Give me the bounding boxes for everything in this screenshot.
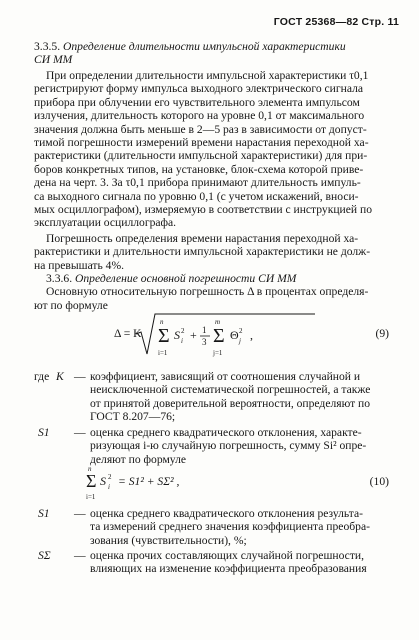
svg-text:i=1: i=1	[86, 493, 96, 501]
svg-text:Σ: Σ	[158, 325, 170, 347]
text-line: са выходного сигнала по уровню 0,1 (с учетом искажений, вноси-	[34, 189, 359, 203]
text-line: При определении длительности импульсной характеристики τ0,1	[46, 69, 369, 82]
text-line: ют по формуле	[34, 298, 108, 312]
definition-symbol: S1	[38, 507, 50, 520]
definition-symbol: K	[56, 370, 64, 383]
svg-text:3: 3	[202, 337, 207, 347]
definition-k: где K — коэффициент, зависящий от соотношения случайной и неисключенной систематической погрешностей, а также от принятой доверительной вероятности, определяют по ГОСТ 8.207—76;	[34, 370, 394, 426]
text-line: на превышать 4%.	[34, 258, 125, 272]
svg-text:m: m	[215, 318, 221, 326]
section-number: 3.3.5.	[34, 40, 61, 53]
svg-text:S: S	[174, 328, 180, 342]
running-head: ГОСТ 25368—82 Стр. 11	[273, 16, 399, 28]
text-line: значения должна быть меньше в 2—5 раз в зависимости от допуст-	[34, 122, 367, 136]
svg-text:n: n	[160, 318, 164, 326]
definition-symbol: SΣ	[38, 549, 51, 562]
text-line: тимой погрешности измерений времени нарастания переходной ха-	[34, 136, 369, 150]
text-line: деляют по формуле	[90, 452, 187, 466]
svg-text:S: S	[100, 474, 106, 488]
section-title-cont: СИ ММ	[34, 53, 73, 67]
svg-text:2: 2	[108, 473, 112, 481]
svg-text:1: 1	[202, 325, 207, 335]
svg-text:Σ: Σ	[86, 471, 97, 491]
section-title: Определение длительности импульсной характеристики	[63, 40, 346, 53]
text-line: та измерений среднего значения коэффициента преобра-	[90, 520, 370, 534]
text-line: Основную относительную погрешность Δ в процентах определя-	[46, 285, 369, 299]
svg-text:,: ,	[250, 328, 253, 342]
text-line: влияющих на изменение коэффициента преобразования	[90, 562, 367, 576]
text-line: оценка прочих составляющих случайной погрешности,	[90, 549, 364, 562]
svg-text:Θ: Θ	[230, 328, 239, 342]
svg-text:i=1: i=1	[158, 349, 168, 357]
svg-text:i: i	[181, 337, 183, 345]
svg-text:2: 2	[181, 327, 185, 335]
text-line: прибора при облучении его чувствительного элемента импульсом	[34, 95, 360, 109]
text-line: эксплуатации осциллографа.	[34, 216, 177, 230]
formula-9-lhs: Δ = K	[114, 327, 142, 340]
text-line: ризующая i-ю случайную погрешность, сумму Si² опре-	[90, 439, 367, 453]
definition-symbol: S1	[38, 426, 50, 439]
text-line: дена на черт. 3. За τ0,1 прибора принимают длительность импуль-	[34, 176, 361, 190]
text-line: излучения, длительность которого на уровне 0,1 от максимального	[34, 109, 365, 123]
text-line: рактеристики (длительности импульсной характеристики) для при-	[34, 149, 368, 163]
section-heading-336	[34, 272, 386, 312]
text-line: рактеристики и длительности импульсной характеристики не долж-	[34, 245, 371, 259]
section-number: 3.3.6.	[46, 272, 73, 285]
text-line: коэффициент, зависящий от соотношения случайной и	[90, 370, 361, 383]
text-line: неисключенной систематической погрешностей, а также	[90, 383, 371, 397]
svg-text:i: i	[108, 483, 110, 491]
text-line: мых осциллографом), измеряемую в соответствии с инструкцией по	[34, 203, 373, 217]
equation-number-10: (10)	[369, 475, 389, 488]
svg-text:Σ: Σ	[213, 325, 225, 347]
where-label: где	[34, 370, 50, 383]
svg-text:j: j	[239, 337, 241, 345]
definition-s1-a: S1 — оценка среднего квадратического отклонения, характе- ризующая i-ю случайную погрешность, сумму Si² опре- деляют по формуле	[34, 426, 394, 468]
text-line: зования (чувствительности), %;	[90, 533, 247, 547]
paragraph-335-1	[34, 69, 386, 230]
svg-text:j=1: j=1	[213, 349, 223, 357]
definition-s1-b: S1 — оценка среднего квадратического отклонения результа- та измерений среднего значения коэффициента преобра- зования (чувствительности), %;	[34, 507, 394, 549]
text-line: боров конкретных типов, на установке, блок-схема которой приве-	[34, 162, 364, 176]
text-line: от принятой доверительной вероятности, определяют по	[90, 396, 371, 410]
svg-text:+: +	[190, 328, 197, 342]
paragraph-335-2	[34, 232, 386, 272]
text-line: оценка среднего квадратического отклонения результа-	[90, 507, 363, 520]
equation-number-9: (9)	[375, 327, 389, 340]
svg-text:n: n	[88, 465, 92, 473]
definition-s-sigma: SΣ — оценка прочих составляющих случайной погрешности, влияющих на изменение коэффициента преобразования	[34, 549, 394, 619]
text-line: ГОСТ 8.207—76;	[90, 410, 176, 424]
section-heading-335	[34, 40, 394, 67]
formula-10-rhs: = S1² + SΣ² ,	[118, 475, 180, 488]
text-line: регистрируют форму импульса выходного электрического сигнала	[34, 82, 364, 96]
text-line: Погрешность определения времени нарастания переходной ха-	[46, 232, 359, 245]
text-line: оценка среднего квадратического отклонения, характе-	[90, 426, 362, 439]
section-title: Определение основной погрешности СИ ММ	[75, 272, 297, 285]
svg-text:2: 2	[239, 327, 243, 335]
